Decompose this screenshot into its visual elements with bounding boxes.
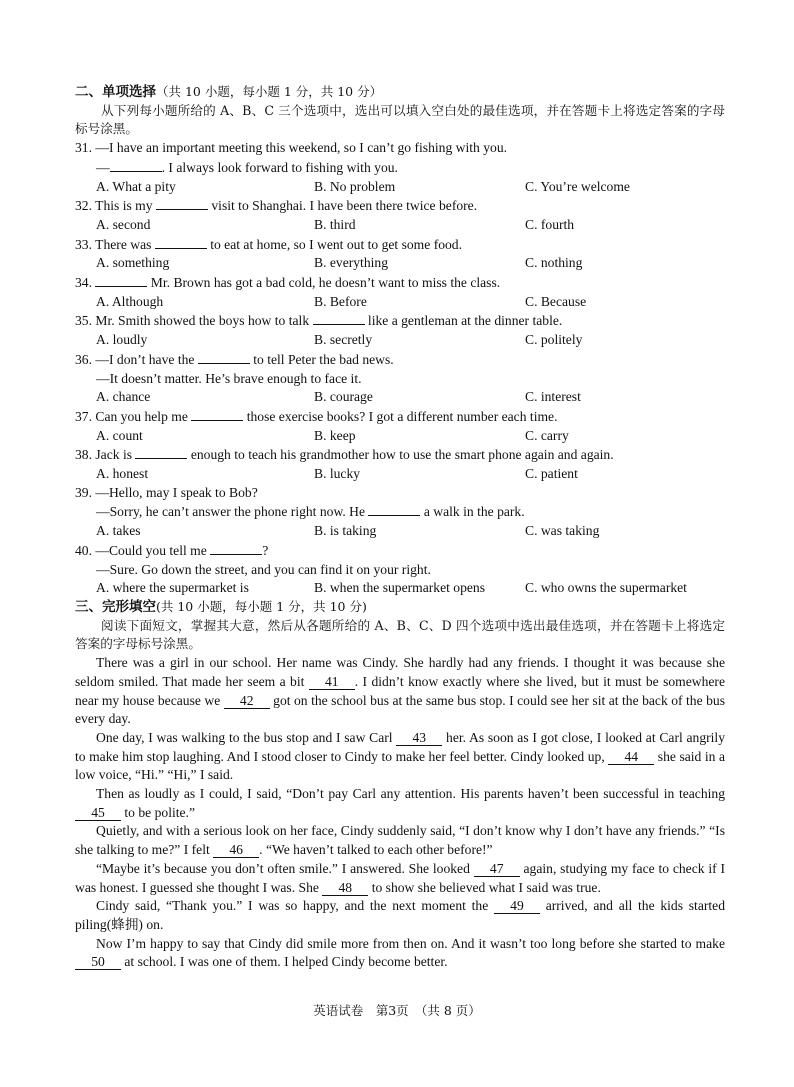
option-c: C. politely: [525, 332, 583, 348]
option-a: A. loudly: [96, 332, 148, 348]
stem-text: to tell Peter the bad news.: [249, 351, 394, 367]
passage-text: got on the school bus at the same bus stop. I could see her sit at the back of the bus every day.: [75, 692, 725, 727]
options-row: [75, 178, 725, 197]
passage-paragraph: [75, 822, 725, 859]
cloze-gap-45: 45: [75, 805, 121, 821]
cloze-gap-47: 47: [474, 861, 520, 877]
question: [75, 139, 725, 196]
option-b: B. No problem: [314, 178, 396, 194]
passage-text: “Maybe it’s because you don’t often smile.” I answered. She looked: [96, 860, 474, 876]
question: [75, 445, 725, 483]
question: [75, 196, 725, 234]
question-dialog-line: [75, 158, 725, 178]
options-row: [75, 427, 725, 446]
stem-text: —: [96, 159, 110, 175]
option-a: A. chance: [96, 389, 151, 405]
exam-content: [75, 83, 725, 972]
stem-text: Mr. Smith showed the boys how to talk: [95, 313, 313, 329]
answer-blank: [110, 158, 162, 172]
passage-text: . I didn’t know exactly where she lived, but it must be somewhere near my house because we: [75, 673, 725, 708]
option-c: C. interest: [525, 389, 581, 405]
option-a: A. honest: [96, 466, 149, 482]
stem-text: Jack is: [95, 447, 136, 463]
question: [75, 407, 725, 445]
option-c: C. fourth: [525, 216, 575, 232]
option-b: B. secretly: [314, 332, 373, 348]
stem-text: ?: [262, 542, 269, 558]
options-row: [75, 388, 725, 407]
option-c: C. You’re welcome: [525, 178, 630, 194]
passage-paragraph: [75, 729, 725, 785]
answer-blank: [155, 235, 207, 249]
option-a: A. something: [96, 255, 170, 271]
options-row: [75, 579, 725, 598]
option-a: A. Although: [96, 293, 164, 309]
option-a: A. where the supermarket is: [96, 580, 249, 596]
stem-text: . I always look forward to fishing with you.: [161, 159, 398, 175]
passage-text: . “We haven’t talked to each other before!”: [259, 842, 493, 858]
question-list: [75, 139, 725, 598]
question-stem: [75, 484, 725, 503]
option-b: B. courage: [314, 389, 373, 405]
option-a: A. What a pity: [96, 178, 176, 194]
question: [75, 311, 725, 349]
cloze-gap-42: 42: [224, 693, 270, 709]
stem-text: enough to teach his grandmother how to use the smart phone again and again.: [187, 447, 614, 463]
cloze-passage: [75, 654, 725, 972]
question-dialog-line: —Sure. Go down the street, and you can find it on your right.: [96, 561, 431, 577]
option-c: C. Because: [525, 293, 587, 309]
cloze-gap-43: 43: [396, 730, 442, 746]
section-3-header: [75, 598, 725, 617]
option-b: B. Before: [314, 293, 367, 309]
answer-blank: [95, 273, 147, 287]
option-a: A. count: [96, 427, 143, 443]
question-stem: [75, 445, 725, 465]
passage-text: One day, I was walking to the bus stop and I saw Carl: [96, 729, 397, 745]
stem-text: —Could you tell me: [95, 542, 211, 558]
stem-text: visit to Shanghai. I have been there twice before.: [207, 198, 478, 214]
passage-paragraph: [75, 785, 725, 822]
section-2-header: [75, 83, 725, 102]
passage-text: Cindy said, “Thank you.” I was so happy, and the next moment the: [96, 898, 494, 914]
stem-text: —Hello, may I speak to Bob?: [95, 484, 258, 500]
section-2-instruction: 从下列每小题所给的 A、B、C 三个选项中，选出可以填入空白处的最佳选项，并在答题卡上将选定答案的字母标号涂黑。: [75, 102, 725, 137]
question-number: 37.: [75, 408, 96, 424]
question-stem: [75, 407, 725, 427]
question: [75, 273, 725, 311]
option-c: C. patient: [525, 466, 578, 482]
stem-text: to eat at home, so I went out to get some food.: [206, 236, 463, 252]
passage-paragraph: [75, 860, 725, 897]
stem-text: —I have an important meeting this weekend, so I can’t go fishing with you.: [95, 140, 508, 156]
passage-text: she said in a low voice, “Hi.” “Hi,” I said.: [75, 748, 725, 783]
section-2-title: 二、单项选择: [75, 84, 156, 100]
passage-text: Now I’m happy to say that Cindy did smile more from then on. And it wasn’t too long before she started to make: [96, 935, 725, 951]
answer-blank: [135, 445, 187, 459]
question-stem: [75, 311, 725, 331]
stem-text: a walk in the park.: [420, 504, 525, 520]
question-dialog-line: —It doesn’t matter. He’s brave enough to face it.: [96, 370, 362, 386]
options-row: [75, 293, 725, 312]
stem-text: This is my: [95, 198, 156, 214]
question-stem: [75, 350, 725, 370]
option-c: C. was taking: [525, 523, 600, 539]
passage-text: There was a girl in our school. Her name was Cindy. She hardly had any friends. I thought it was because she seldom smiled. That made her seem a bit: [75, 655, 725, 689]
option-b: B. lucky: [314, 466, 361, 482]
question-stem: [75, 273, 725, 293]
section-2-note: （共 10 小题，每小题 1 分，共 10 分）: [156, 84, 383, 99]
options-row: [75, 522, 725, 541]
option-b: B. when the supermarket opens: [314, 580, 486, 596]
passage-text: arrived, and all the kids started piling(蜂拥) on.: [75, 898, 725, 932]
question-number: 38.: [75, 447, 96, 463]
passage-text: to be polite.”: [121, 804, 195, 820]
option-c: C. carry: [525, 427, 569, 443]
passage-text: her. As soon as I got close, I looked at Carl angrily to make him stop laughing. And I stood closer to Cindy to make her feel better. Cindy looked up,: [75, 729, 726, 764]
option-c: C. who owns the supermarket: [525, 580, 687, 596]
question-number: 36.: [75, 351, 96, 367]
option-b: B. everything: [314, 255, 388, 271]
section-3-note: (共 10 小题，每小题 1 分，共 10 分): [156, 598, 367, 614]
answer-blank: [198, 350, 250, 364]
cloze-gap-48: 48: [322, 880, 368, 896]
option-a: A. takes: [96, 523, 141, 539]
stem-text: —I don’t have the: [95, 351, 198, 367]
question-stem: [75, 541, 725, 561]
cloze-gap-49: 49: [494, 898, 540, 914]
question: [75, 235, 725, 273]
option-a: A. second: [96, 216, 151, 232]
cloze-gap-50: 50: [75, 954, 121, 970]
stem-text: Can you help me: [95, 408, 192, 424]
question-number: 31.: [75, 140, 96, 156]
question-stem: [75, 235, 725, 255]
options-row: [75, 465, 725, 484]
option-b: B. is taking: [314, 523, 377, 539]
question: [75, 484, 725, 541]
cloze-gap-46: 46: [213, 842, 259, 858]
cloze-gap-41: 41: [309, 674, 355, 690]
question: [75, 350, 725, 407]
answer-blank: [313, 311, 365, 325]
option-b: B. third: [314, 216, 356, 232]
passage-text: Quietly, and with a serious look on her face, Cindy suddenly said, “I don’t know why I don’t have any friends.” “Is she talking to me?” I felt: [75, 823, 725, 858]
page-footer: 英语试卷 第3页 （共 8 页）: [313, 1003, 481, 1018]
options-row: [75, 331, 725, 350]
passage-text: Then as loudly as I could, I said, “Don’t pay Carl any attention. His parents haven’t been successful in teaching: [96, 786, 725, 802]
cloze-gap-44: 44: [608, 749, 654, 765]
section-3-title: 三、完形填空: [75, 598, 156, 615]
question-stem: [75, 196, 725, 216]
question-number: 39.: [75, 484, 96, 500]
question-number: 35.: [75, 313, 96, 329]
answer-blank: [191, 407, 243, 421]
passage-text: again, studying my face to check if I was honest. I guessed she thought I was. She: [75, 860, 725, 895]
question-number: 33.: [75, 236, 96, 252]
answer-blank: [156, 196, 208, 210]
passage-paragraph: [75, 935, 725, 972]
question-dialog-line: [75, 502, 725, 522]
question-number: 34.: [75, 275, 96, 291]
options-row: [75, 254, 725, 273]
passage-paragraph: [75, 654, 725, 729]
stem-text: Mr. Brown has got a bad cold, he doesn’t want to miss the class.: [147, 275, 501, 291]
passage-text: to show she believed what I said was true.: [368, 879, 601, 895]
option-b: B. keep: [314, 427, 356, 443]
passage-paragraph: [75, 897, 725, 934]
answer-blank: [210, 541, 262, 555]
stem-text: those exercise books? I got a different number each time.: [243, 408, 558, 424]
stem-text: —Sorry, he can’t answer the phone right now. He: [96, 504, 369, 520]
question-number: 40.: [75, 542, 96, 558]
question: [75, 541, 725, 598]
options-row: [75, 216, 725, 235]
passage-text: at school. I was one of them. I helped Cindy become better.: [121, 954, 448, 970]
question-number: 32.: [75, 198, 96, 214]
option-c: C. nothing: [525, 255, 583, 271]
question-stem: [75, 139, 725, 158]
stem-text: like a gentleman at the dinner table.: [364, 313, 563, 329]
section-3-instruction: 阅读下面短文，掌握其大意，然后从各题所给的 A、B、C、D 四个选项中选出最佳选项，并在答题卡上将选定答案的字母标号涂黑。: [75, 617, 725, 652]
stem-text: There was: [95, 236, 155, 252]
answer-blank: [368, 502, 420, 516]
